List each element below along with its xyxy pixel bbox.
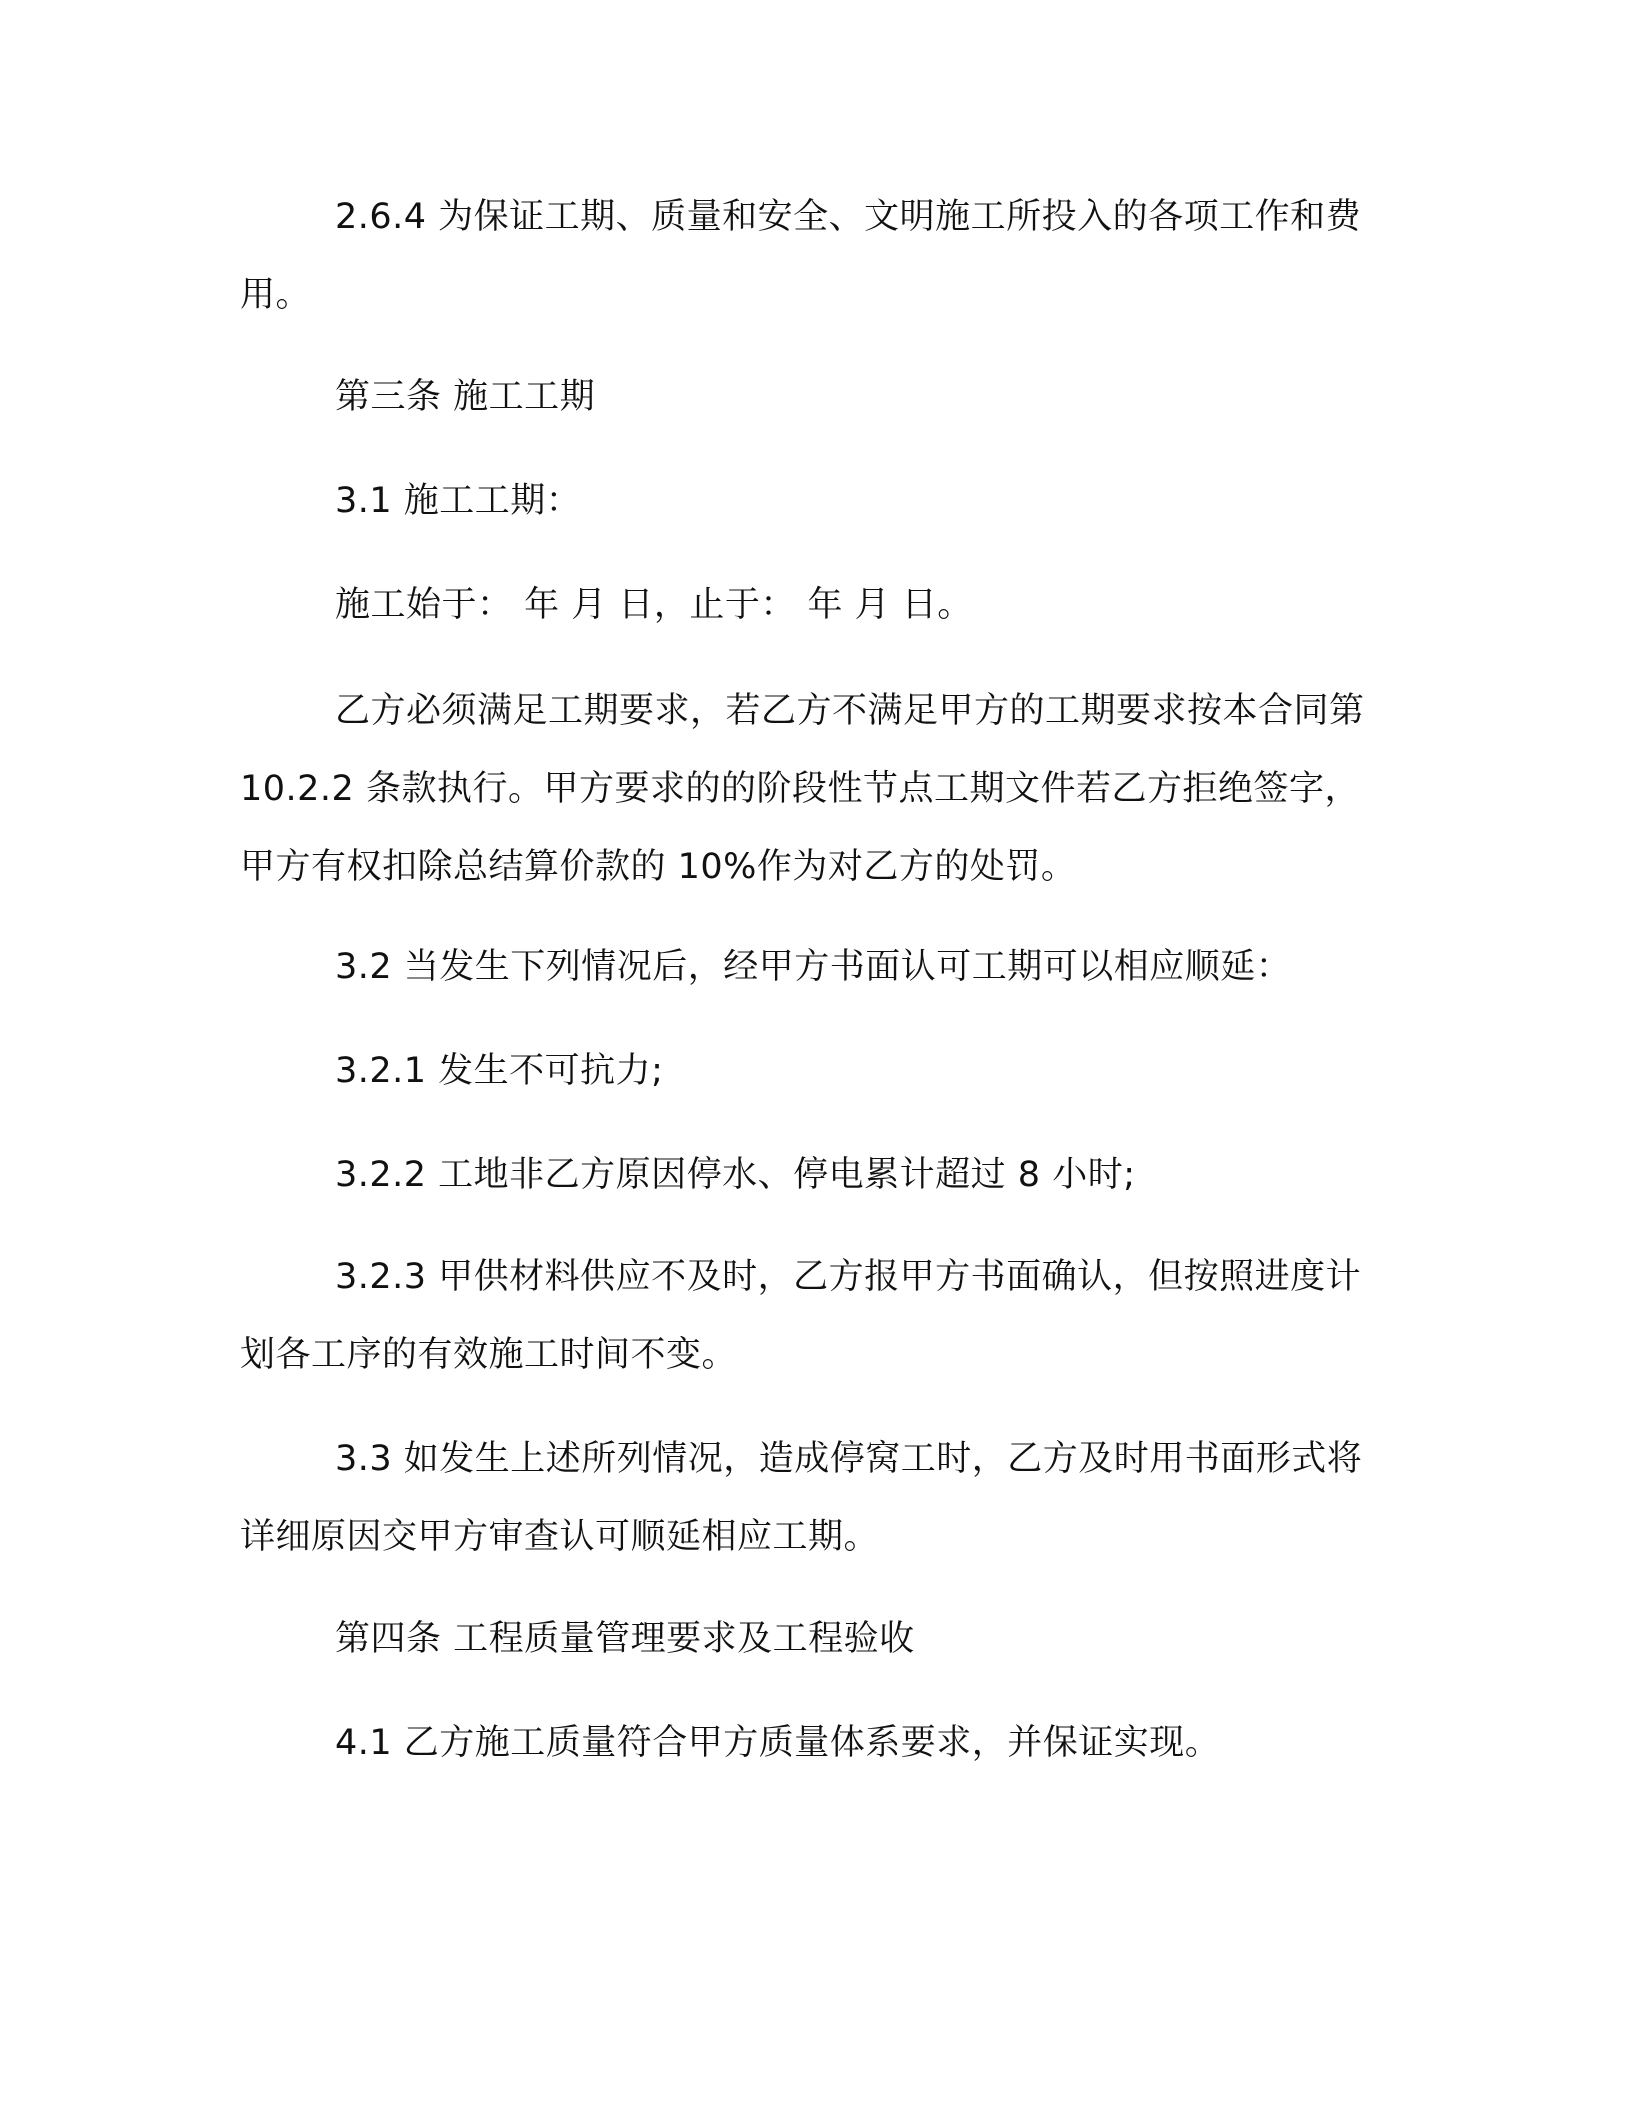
paragraph-2-6-4: 2.6.4 为保证工期、质量和安全、文明施工所投入的各项工作和费用。	[240, 197, 1362, 315]
paragraph-construction-dates: 施工始于： 年 月 日，止于： 年 月 日。	[335, 585, 973, 625]
heading-article-3: 第三条 施工工期	[335, 377, 596, 417]
paragraph-3-1: 3.1 施工工期：	[335, 481, 582, 521]
paragraph-3-2-3: 3.2.3 甲供材料供应不及时，乙方报甲方书面确认，但按照进度计划各工序的有效施工时间不变。	[240, 1257, 1362, 1375]
paragraph-schedule-requirement: 乙方必须满足工期要求，若乙方不满足甲方的工期要求按本合同第 10.2.2 条款执行。甲方要求的的阶段性节点工期文件若乙方拒绝签字，甲方有权扣除总结算价款的 10%作为对乙方的处罚。	[240, 691, 1365, 887]
paragraph-3-2: 3.2 当发生下列情况后，经甲方书面认可工期可以相应顺延：	[335, 947, 1292, 987]
heading-article-4: 第四条 工程质量管理要求及工程验收	[335, 1619, 915, 1659]
paragraph-4-1: 4.1 乙方施工质量符合甲方质量体系要求，并保证实现。	[335, 1723, 1221, 1763]
paragraph-3-2-2: 3.2.2 工地非乙方原因停水、停电累计超过 8 小时;	[335, 1155, 1136, 1195]
paragraph-3-3: 3.3 如发生上述所列情况，造成停窝工时，乙方及时用书面形式将详细原因交甲方审查认可顺延相应工期。	[240, 1439, 1363, 1557]
paragraph-3-2-1: 3.2.1 发生不可抗力;	[335, 1051, 664, 1091]
